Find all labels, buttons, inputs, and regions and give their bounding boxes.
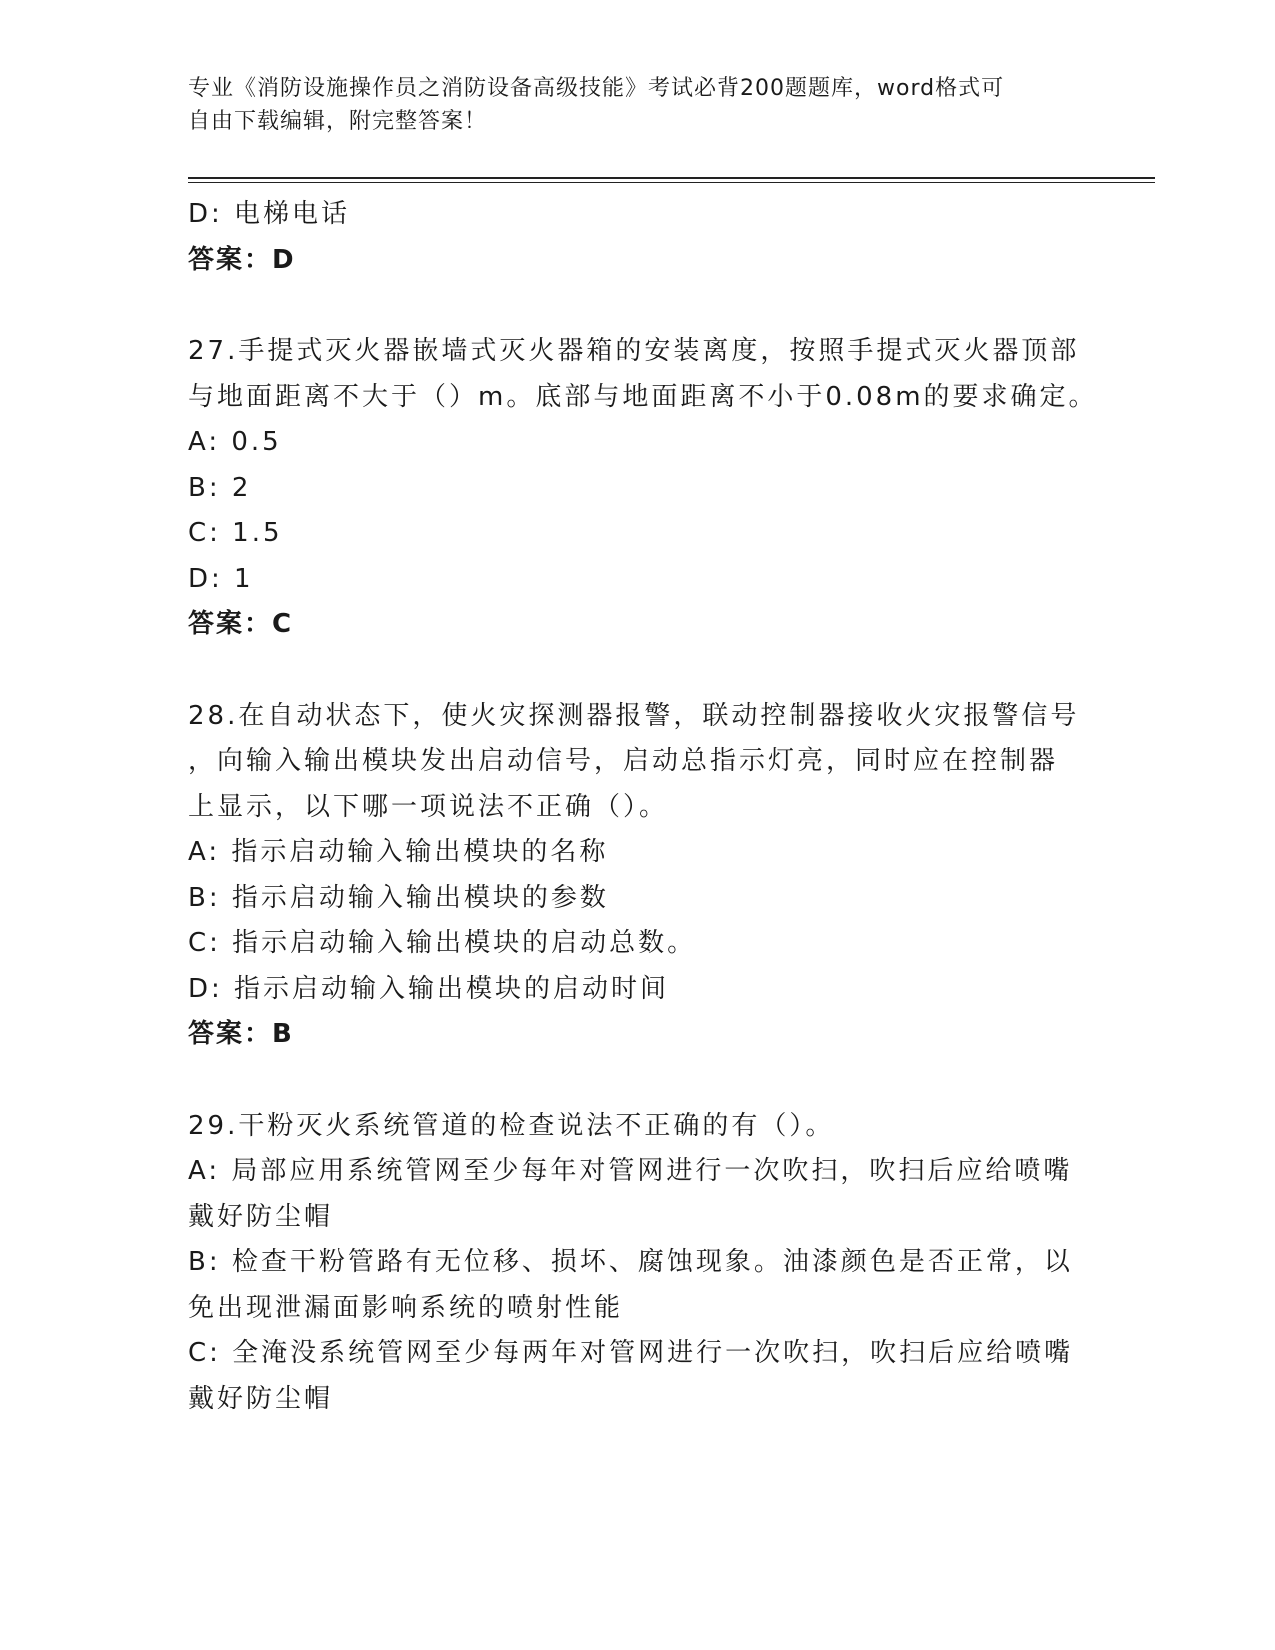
q29-stem-line-1: 29.干粉灭火系统管道的检查说法不正确的有（）。 (188, 1110, 835, 1141)
q27-stem-line-1: 27.手提式灭火器嵌墙式灭火器箱的安装离度，按照手提式灭火器顶部 (188, 336, 1080, 366)
question-29 (188, 1104, 1088, 1423)
spacer (188, 648, 1088, 694)
q29-option-c-line-1: C: 全淹没系统管网至少每两年对管网进行一次吹扫，吹扫后应给喷嘴 (188, 1338, 1074, 1368)
document-header (188, 72, 1068, 138)
q28-stem-line-3: 上显示，以下哪一项说法不正确（）。 (188, 791, 669, 822)
header-divider-thick (188, 177, 1155, 179)
q28-option-d: D: 指示启动输入输出模块的启动时间 (188, 973, 670, 1004)
q28-stem-line-1: 28.在自动状态下，使火灾探测器报警，联动控制器接收火灾报警信号 (188, 700, 1080, 731)
q27-option-d: D: 1 (188, 563, 254, 594)
q28-answer: 答案：B (188, 1019, 294, 1049)
spacer (188, 1058, 1088, 1104)
q28-option-a: A: 指示启动输入输出模块的名称 (188, 837, 609, 867)
header-line-1: 专业《消防设施操作员之消防设备高级技能》考试必背200题题库，word格式可 (188, 76, 1005, 101)
q28-option-c: C: 指示启动输入输出模块的启动总数。 (188, 928, 697, 958)
q29-option-c-line-2: 戴好防尘帽 (188, 1383, 334, 1414)
spacer (188, 283, 1088, 329)
q27-option-a: A: 0.5 (188, 427, 282, 457)
header-divider-thin (188, 182, 1155, 183)
q29-option-a-line-2: 戴好防尘帽 (188, 1201, 334, 1232)
q28-option-b: B: 指示启动输入输出模块的参数 (188, 882, 609, 913)
q27-option-b: B: 2 (188, 472, 252, 503)
question-27 (188, 329, 1098, 648)
header-line-2: 自由下载编辑，附完整答案！ (188, 109, 488, 134)
question-content (188, 192, 1098, 1422)
q29-option-b-line-1: B: 检查干粉管路有无位移、损坏、腐蚀现象。油漆颜色是否正常，以 (188, 1247, 1073, 1277)
q27-stem-line-2: 与地面距离不大于（）m。底部与地面距离不小于0.08m的要求确定。 (188, 381, 1098, 412)
q29-option-a-line-1: A: 局部应用系统管网至少每年对管网进行一次吹扫，吹扫后应给喷嘴 (188, 1156, 1073, 1186)
question-28 (188, 694, 1088, 1058)
q28-stem-line-2: ，向输入输出模块发出启动信号，启动总指示灯亮，同时应在控制器 (188, 746, 1059, 776)
prev-option-d: D: 电梯电话 (188, 199, 351, 229)
q27-option-c: C: 1.5 (188, 518, 283, 548)
q29-option-b-line-2: 免出现泄漏面影响系统的喷射性能 (188, 1292, 624, 1323)
q27-answer: 答案：C (188, 609, 294, 639)
prev-answer: 答案：D (188, 244, 296, 275)
